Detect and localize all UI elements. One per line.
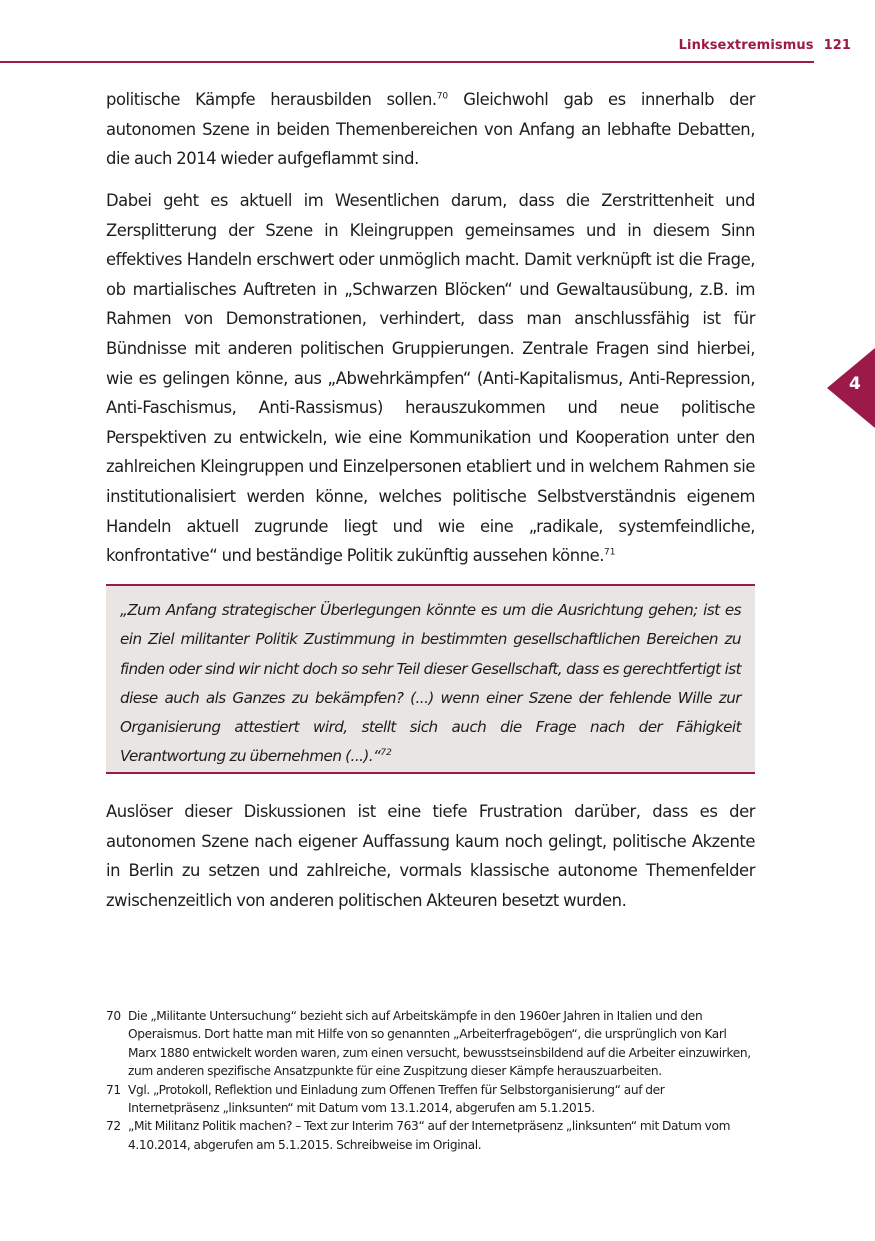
chapter-tab (827, 348, 875, 428)
footnote-text: Die „Militante Untersuchung“ bezieht sich auf Arbeitskämpfe in den 1960er Jahren in Italien und den Operaismus. Dort hatte man mit Hilfe von so genannten „Arbeiterfragebögen“, die ursprünglich von Karl Marx 1880 entwickelt worden waren, zum einen versucht, bewusstseinsbildend auf die Arbeiter einzuwirken, zum anderen spezifische Ansatzpunkte für eine Zuspitzung dieser Kämpfe herauszuarbeiten. (128, 1009, 751, 1079)
footnotes (106, 1007, 756, 1154)
footnote-ref-71[interactable]: 71 (604, 547, 616, 558)
quote-text: „Zum Anfang strategischer Überlegungen könnte es um die Ausrichtung gehen; ist es ein Ziel militanter Politik Zustimmung in bestimmten gesellschaftlichen Bereichen zu finden oder sind wir nicht doch so sehr Teil dieser Gesellschaft, dass es gerechtfertigt ist diese auch als Ganzes zu bekämpfen? (...) wenn einer Szene der fehlende Wille zur Organisierung attestiert wird, stellt sich auch die Frage nach der Fähigkeit Verantwortung zu übernehmen (...).“ (120, 601, 741, 766)
paragraph-3 (106, 797, 755, 915)
paragraph-2 (106, 186, 755, 571)
footnote-text: Vgl. „Protokoll, Reflektion und Einladung zum Offenen Treffen für Selbstorganisierung“ auf der Internetpräsenz „linksunten“ mit Datum vom 13.1.2014, abgerufen am 5.1.2015. (128, 1082, 665, 1116)
footnote-ref-72[interactable]: 72 (380, 748, 392, 759)
page-number: 121 (823, 38, 851, 53)
paragraph-2-text: Dabei geht es aktuell im Wesentlichen darum, dass die Zerstrittenheit und Zersplitterung der Szene in Kleingruppen gemeinsames und in diesem Sinn effektives Handeln erschwert oder unmöglich macht. Damit verknüpft ist die Frage, ob martialisches Auftreten in „Schwarzen Blöcken“ und Gewaltausübung, z.B. im Rahmen von Demonstrationen, verhindert, dass man anschlussfähig ist für Bündnisse mit anderen politischen Gruppierungen. Zentrale Fragen sind hierbei, wie es gelingen könne, aus „Abwehrkämpfen“ (Anti-Kapitalismus, Anti-Repression, Anti-Faschismus, Anti-Rassismus) herauszukommen und neue politische Perspektiven zu entwickeln, wie eine Kommunikation und Kooperation unter den zahlreichen Kleingruppen und Einzelpersonen etabliert und in welchem Rahmen sie institutionalisiert werden könne, welches politische Selbstverständnis eigenem Handeln aktuell zugrunde liegt und wie eine „radikale, systemfeindliche, konfrontative“ und beständige Politik zukünftig aussehen könne. (106, 191, 755, 566)
footnote-70 (106, 1007, 756, 1081)
paragraph-1-text: politische Kämpfe herausbilden sollen. (106, 90, 437, 109)
running-header (679, 38, 851, 53)
footnote-ref-70[interactable]: 70 (436, 91, 449, 102)
paragraph-1-text-after: Gleichwohl gab es innerhalb der autonomen Szene in beiden Themenbereichen von Anfang an lebhafte Debatten, die auch 2014 wieder aufgeflammt sind. (106, 90, 755, 169)
footnote-71 (106, 1081, 756, 1118)
footnote-72 (106, 1117, 756, 1154)
paragraph-1 (106, 85, 755, 174)
header-rule (0, 61, 814, 63)
footnote-number: 72 (106, 1119, 121, 1134)
chapter-number: 4 (849, 374, 861, 394)
running-title: Linksextremismus (678, 38, 814, 53)
footnote-text: „Mit Militanz Politik machen? – Text zur Interim 763“ auf der Internetpräsenz „linksunten“ mit Datum vom 4.10.2014, abgerufen am 5.1.2015. Schreibweise im Original. (128, 1119, 731, 1152)
footnote-number: 70 (106, 1009, 121, 1023)
footnote-number: 71 (106, 1082, 121, 1097)
quote-box (106, 584, 755, 774)
paragraph-3-text: Auslöser dieser Diskussionen ist eine tiefe Frustration darüber, dass es der autonomen Szene nach eigener Auffassung kaum noch gelingt, politische Akzente in Berlin zu setzen und zahlreiche, vormals klassische autonome Themenfelder zwischenzeitlich von anderen politischen Akteuren besetzt wurden. (106, 802, 755, 910)
